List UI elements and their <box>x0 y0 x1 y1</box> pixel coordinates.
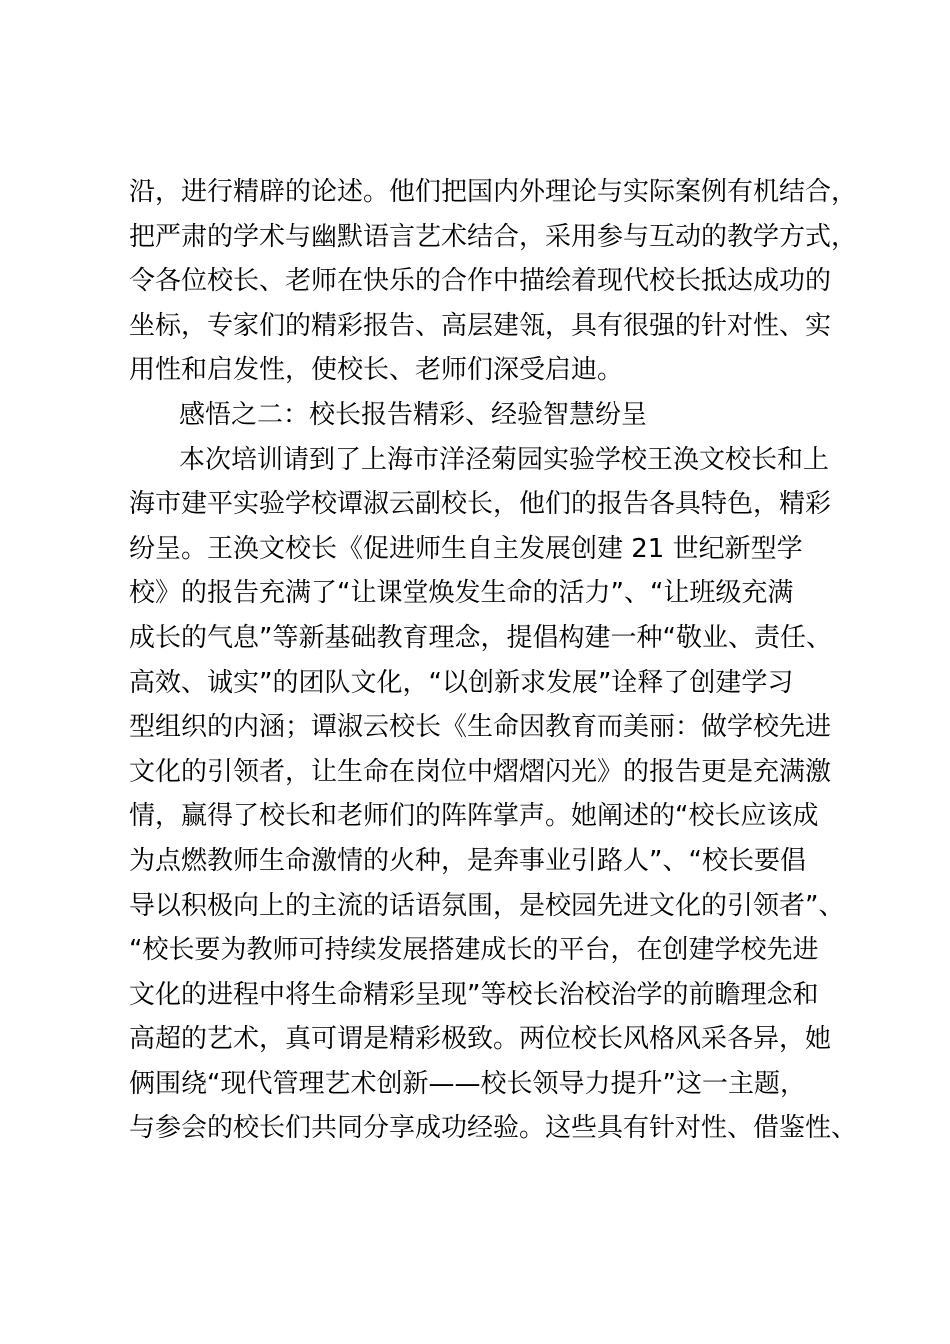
text-line: 纷呈。王涣文校长《促进师生自主发展创建 21 世纪新型学 <box>129 533 803 564</box>
text-line: 把严肃的学术与幽默语言艺术结合，采用参与互动的教学方式， <box>129 221 858 252</box>
text-line: 沿，进行精辟的论述。他们把国内外理论与实际案例有机结合， <box>129 177 858 207</box>
text-line: 文化的进程中将生命精彩呈现”等校长治校治学的前瞻理念和 <box>129 979 819 1010</box>
text-line: 用性和启发性，使校长、老师们深受启迪。 <box>129 355 624 386</box>
text-line: 为点燃教师生命激情的火种，是奔事业引路人”、“校长要倡 <box>129 845 806 876</box>
text-line: 文化的引领者，让生命在岗位中熠熠闪光》的报告更是充满激 <box>129 756 832 787</box>
text-line: 高超的艺术，真可谓是精彩极致。两位校长风格风采各异，她 <box>129 1024 832 1055</box>
text-line: 俩围绕“现代管理艺术创新——校长领导力提升”这一主题， <box>129 1068 806 1099</box>
text-line: 令各位校长、老师在快乐的合作中描绘着现代校长抵达成功的 <box>129 266 832 297</box>
paragraph-first-line: 本次培训请到了上海市洋泾菊园实验学校王涣文校长和上 <box>179 444 830 475</box>
body-text <box>129 170 859 1151</box>
section-heading: 感悟之二：校长报告精彩、经验智慧纷呈 <box>179 399 648 430</box>
text-line: 导以积极向上的主流的话语氛围，是校园先进文化的引领者”、 <box>129 890 845 921</box>
text-line: 与参会的校长们共同分享成功经验。这些具有针对性、借鉴性、 <box>129 1113 858 1144</box>
text-line: 校》的报告充满了“让课堂焕发生命的活力”、“让班级充满 <box>129 578 794 609</box>
text-line: 情，赢得了校长和老师们的阵阵掌声。她阐述的“校长应该成 <box>129 801 819 832</box>
text-line: 成长的气息”等新基础教育理念，提倡构建一种“敬业、责任、 <box>129 622 832 653</box>
text-line: 高效、诚实”的团队文化，“以创新求发展”诠释了创建学习 <box>129 667 794 698</box>
text-line: 海市建平实验学校谭淑云副校长，他们的报告各具特色，精彩 <box>129 489 832 520</box>
text-line: “校长要为教师可持续发展搭建成长的平台，在创建学校先进 <box>129 935 819 966</box>
text-line: 坐标，专家们的精彩报告、高层建瓴，具有很强的针对性、实 <box>129 310 832 341</box>
text-line: 型组织的内涵；谭淑云校长《生命因教育而美丽：做学校先进 <box>129 712 832 743</box>
